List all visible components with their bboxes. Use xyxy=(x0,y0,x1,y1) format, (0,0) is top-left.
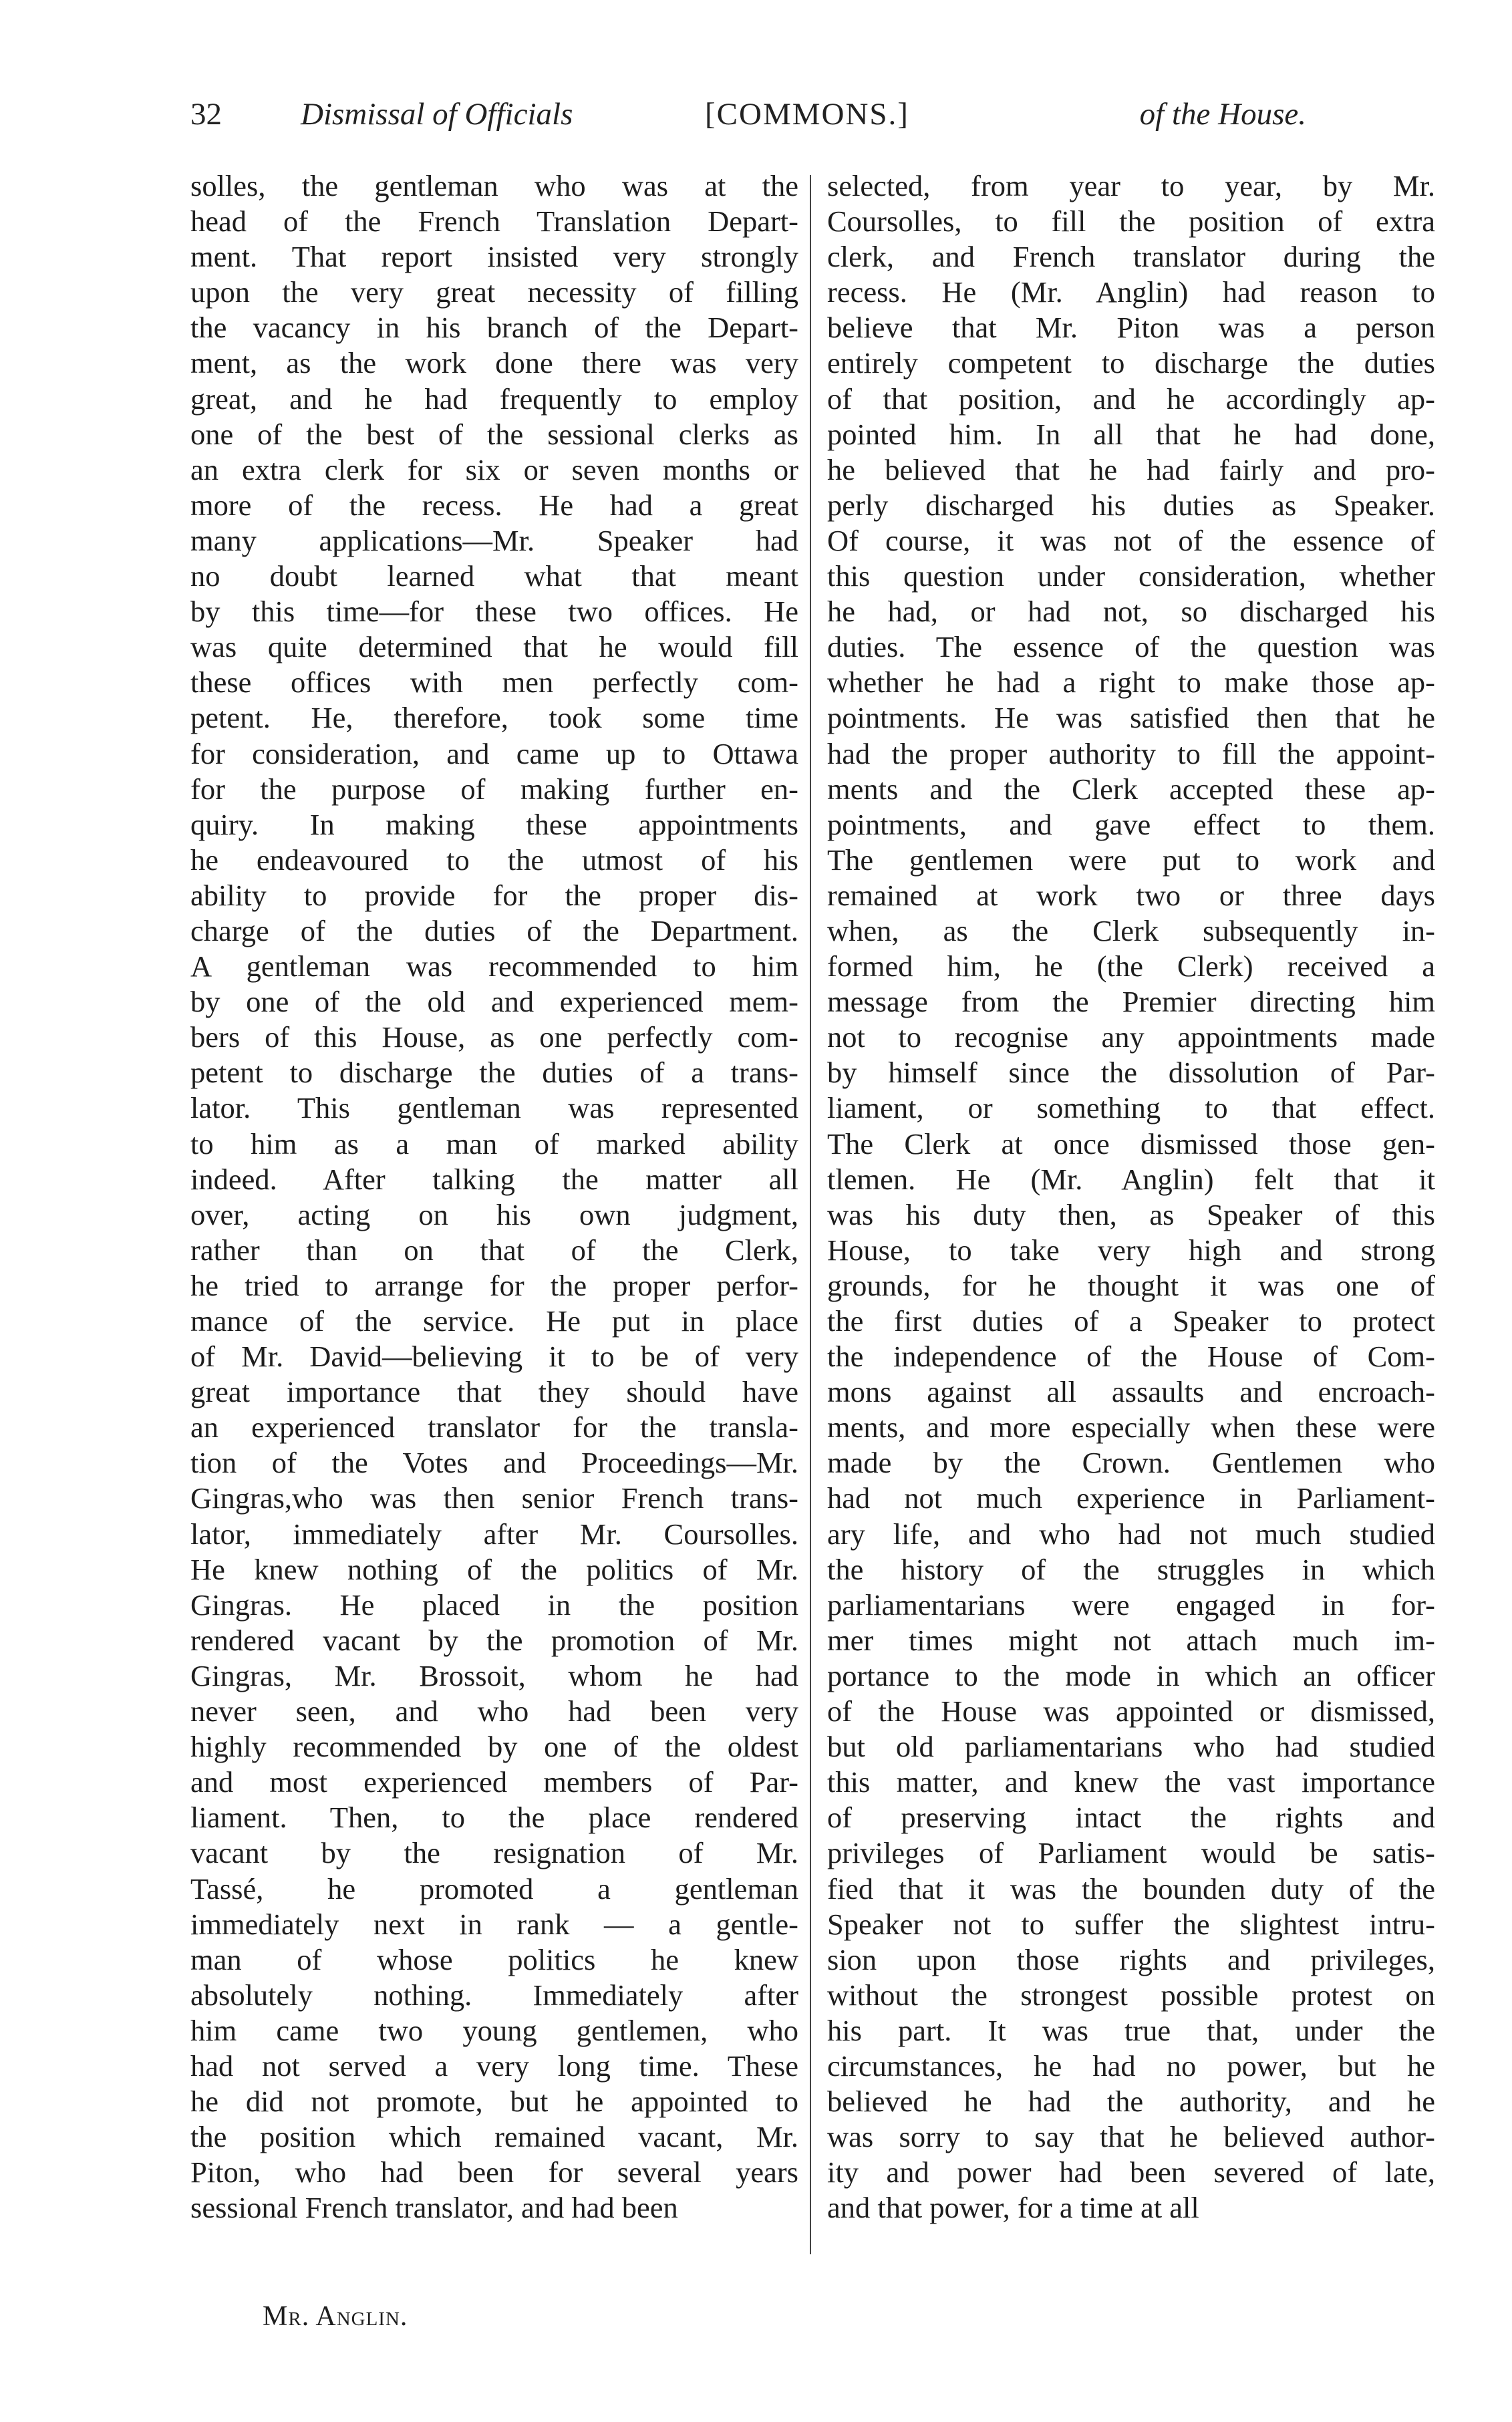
text-line: liament, or something to that effect. xyxy=(827,1091,1435,1125)
text-line: ment. That report insisted very strongly xyxy=(190,240,798,274)
text-line: believed he had the authority, and he xyxy=(827,2085,1435,2119)
text-line: rather than on that of the Clerk, xyxy=(190,1233,798,1267)
text-line: quiry. In making these appointments xyxy=(190,807,798,841)
text-line: he did not promote, but he appointed to xyxy=(190,2085,798,2119)
text-line: an extra clerk for six or seven months or xyxy=(190,452,798,486)
text-line: had the proper authority to fill the appoint- xyxy=(827,736,1435,770)
text-line: by this time—for these two offices. He xyxy=(190,595,798,629)
header-right-title: of the House. xyxy=(1139,97,1306,132)
text-line: ity and power had been severed of late, xyxy=(827,2155,1435,2189)
text-line: mer times might not attach much im- xyxy=(827,1623,1435,1657)
text-line: never seen, and who had been very xyxy=(190,1694,798,1728)
text-line: entirely competent to discharge the duties xyxy=(827,346,1435,380)
text-line: Tassé, he promoted a gentleman xyxy=(190,1871,798,1906)
text-line: of the House was appointed or dismissed, xyxy=(827,1694,1435,1728)
text-line: remained at work two or three days xyxy=(827,878,1435,912)
text-line: recess. He (Mr. Anglin) had reason to xyxy=(827,275,1435,309)
text-line: man of whose politics he knew xyxy=(190,1942,798,1976)
text-line: petent to discharge the duties of a trans- xyxy=(190,1056,798,1090)
text-line: fied that it was the bounden duty of the xyxy=(827,1871,1435,1906)
text-line: great, and he had frequently to employ xyxy=(190,382,798,416)
text-line: He knew nothing of the politics of Mr. xyxy=(190,1552,798,1586)
text-line: Coursolles, to fill the position of extra xyxy=(827,204,1435,239)
text-line: head of the French Translation Depart- xyxy=(190,204,798,239)
text-line: not to recognise any appointments made xyxy=(827,1020,1435,1054)
text-line: lator, immediately after Mr. Coursolles. xyxy=(190,1517,798,1551)
header-left-title: Dismissal of Officials xyxy=(301,97,573,132)
text-line: the first duties of a Speaker to protect xyxy=(827,1304,1435,1338)
text-line: pointments. He was satisfied then that he xyxy=(827,701,1435,735)
text-line: many applications—Mr. Speaker had xyxy=(190,523,798,557)
text-line: the vacancy in his branch of the Depart- xyxy=(190,311,798,345)
text-line: solles, the gentleman who was at the xyxy=(190,169,798,202)
text-line: Piton, who had been for several years xyxy=(190,2155,798,2189)
text-line: House, to take very high and strong xyxy=(827,1233,1435,1267)
text-line: by himself since the dissolution of Par- xyxy=(827,1056,1435,1090)
text-line: highly recommended by one of the oldest xyxy=(190,1730,798,1764)
text-line: tion of the Votes and Proceedings—Mr. xyxy=(190,1446,798,1480)
text-line: The gentlemen were put to work and xyxy=(827,843,1435,877)
header-center-title: [COMMONS.] xyxy=(705,97,909,132)
text-line: was his duty then, as Speaker of this xyxy=(827,1197,1435,1231)
column-divider xyxy=(810,175,811,2254)
text-line: an experienced translator for the transla- xyxy=(190,1410,798,1445)
text-line: clerk, and French translator during the xyxy=(827,240,1435,274)
text-line: upon the very great necessity of filling xyxy=(190,275,798,309)
text-line: Gingras. He placed in the position xyxy=(190,1587,798,1622)
text-line: was quite determined that he would fill xyxy=(190,630,798,664)
text-line: tlemen. He (Mr. Anglin) felt that it xyxy=(827,1162,1435,1196)
text-line: absolutely nothing. Immediately after xyxy=(190,1978,798,2012)
text-line: more of the recess. He had a great xyxy=(190,488,798,522)
text-line: and most experienced members of Par- xyxy=(190,1765,798,1799)
text-line: he endeavoured to the utmost of his xyxy=(190,843,798,877)
text-line: had not served a very long time. These xyxy=(190,2049,798,2083)
text-line: when, as the Clerk subsequently in- xyxy=(827,913,1435,947)
text-line: but old parliamentarians who had studied xyxy=(827,1730,1435,1764)
text-line: made by the Crown. Gentlemen who xyxy=(827,1446,1435,1480)
text-line: liament. Then, to the place rendered xyxy=(190,1801,798,1835)
text-line: perly discharged his duties as Speaker. xyxy=(827,488,1435,522)
text-line: A gentleman was recommended to him xyxy=(190,949,798,983)
text-line: great importance that they should have xyxy=(190,1375,798,1409)
text-line: without the strongest possible protest on xyxy=(827,1978,1435,2012)
text-line: lator. This gentleman was represented xyxy=(190,1091,798,1125)
text-line: and that power, for a time at all xyxy=(827,2191,1199,2225)
text-line: mons against all assaults and encroach- xyxy=(827,1375,1435,1409)
text-line: no doubt learned what that meant xyxy=(190,559,798,593)
speaker-catchword: Mr. Anglin. xyxy=(263,2301,408,2332)
text-line: vacant by the resignation of Mr. xyxy=(190,1836,798,1870)
text-line: portance to the mode in which an officer xyxy=(827,1658,1435,1692)
text-line: ment, as the work done there was very xyxy=(190,346,798,380)
text-line: parliamentarians were engaged in for- xyxy=(827,1587,1435,1622)
text-line: grounds, for he thought it was one of xyxy=(827,1268,1435,1302)
text-line: one of the best of the sessional clerks as xyxy=(190,417,798,451)
text-line: him came two young gentlemen, who xyxy=(190,2013,798,2047)
text-line: The Clerk at once dismissed those gen- xyxy=(827,1126,1435,1161)
text-line: whether he had a right to make those ap- xyxy=(827,665,1435,700)
text-line: Gingras,who was then senior French trans- xyxy=(190,1481,798,1515)
text-line: rendered vacant by the promotion of Mr. xyxy=(190,1623,798,1657)
text-line: he believed that he had fairly and pro- xyxy=(827,452,1435,486)
running-header xyxy=(190,88,1306,148)
text-line: the independence of the House of Com- xyxy=(827,1340,1435,1374)
text-line: charge of the duties of the Department. xyxy=(190,913,798,947)
text-line: had not much experience in Parliament- xyxy=(827,1481,1435,1515)
text-line: over, acting on his own judgment, xyxy=(190,1197,798,1231)
text-line: was sorry to say that he believed author- xyxy=(827,2120,1435,2154)
page-number: 32 xyxy=(190,97,222,132)
right-text-column xyxy=(827,168,1435,2226)
text-line: ments, and more especially when these were xyxy=(827,1410,1435,1445)
text-line: he tried to arrange for the proper perfor- xyxy=(190,1268,798,1302)
text-line: circumstances, he had no power, but he xyxy=(827,2049,1435,2083)
text-line: by one of the old and experienced mem- xyxy=(190,985,798,1019)
text-line: selected, from year to year, by Mr. xyxy=(827,169,1435,202)
text-line: message from the Premier directing him xyxy=(827,985,1435,1019)
text-line: the position which remained vacant, Mr. xyxy=(190,2120,798,2154)
text-line: for consideration, and came up to Ottawa xyxy=(190,736,798,770)
text-line: this question under consideration, whether xyxy=(827,559,1435,593)
text-line: ability to provide for the proper dis- xyxy=(190,878,798,912)
text-line: this matter, and knew the vast importance xyxy=(827,1765,1435,1799)
text-line: to him as a man of marked ability xyxy=(190,1126,798,1161)
text-line: Gingras, Mr. Brossoit, whom he had xyxy=(190,1658,798,1692)
text-line: formed him, he (the Clerk) received a xyxy=(827,949,1435,983)
text-line: of preserving intact the rights and xyxy=(827,1801,1435,1835)
text-line: these offices with men perfectly com- xyxy=(190,665,798,700)
text-line: duties. The essence of the question was xyxy=(827,630,1435,664)
text-line: pointed him. In all that he had done, xyxy=(827,417,1435,451)
text-line: ary life, and who had not much studied xyxy=(827,1517,1435,1551)
text-line: Speaker not to suffer the slightest intru- xyxy=(827,1907,1435,1941)
text-line: indeed. After talking the matter all xyxy=(190,1162,798,1196)
text-line: bers of this House, as one perfectly com- xyxy=(190,1020,798,1054)
text-line: Of course, it was not of the essence of xyxy=(827,523,1435,557)
text-line: immediately next in rank — a gentle- xyxy=(190,1907,798,1941)
text-line: privileges of Parliament would be satis- xyxy=(827,1836,1435,1870)
text-line: he had, or had not, so discharged his xyxy=(827,595,1435,629)
text-line: his part. It was true that, under the xyxy=(827,2013,1435,2047)
text-line: mance of the service. He put in place xyxy=(190,1304,798,1338)
text-line: the history of the struggles in which xyxy=(827,1552,1435,1586)
text-line: pointments, and gave effect to them. xyxy=(827,807,1435,841)
text-line: sion upon those rights and privileges, xyxy=(827,1942,1435,1976)
text-line: for the purpose of making further en- xyxy=(190,772,798,806)
text-line: ments and the Clerk accepted these ap- xyxy=(827,772,1435,806)
text-line: believe that Mr. Piton was a person xyxy=(827,311,1435,345)
text-line: petent. He, therefore, took some time xyxy=(190,701,798,735)
text-line: of Mr. David—believing it to be of very xyxy=(190,1340,798,1374)
left-text-column xyxy=(190,168,798,2226)
text-line: of that position, and he accordingly ap- xyxy=(827,382,1435,416)
text-line: sessional French translator, and had been xyxy=(190,2191,678,2225)
